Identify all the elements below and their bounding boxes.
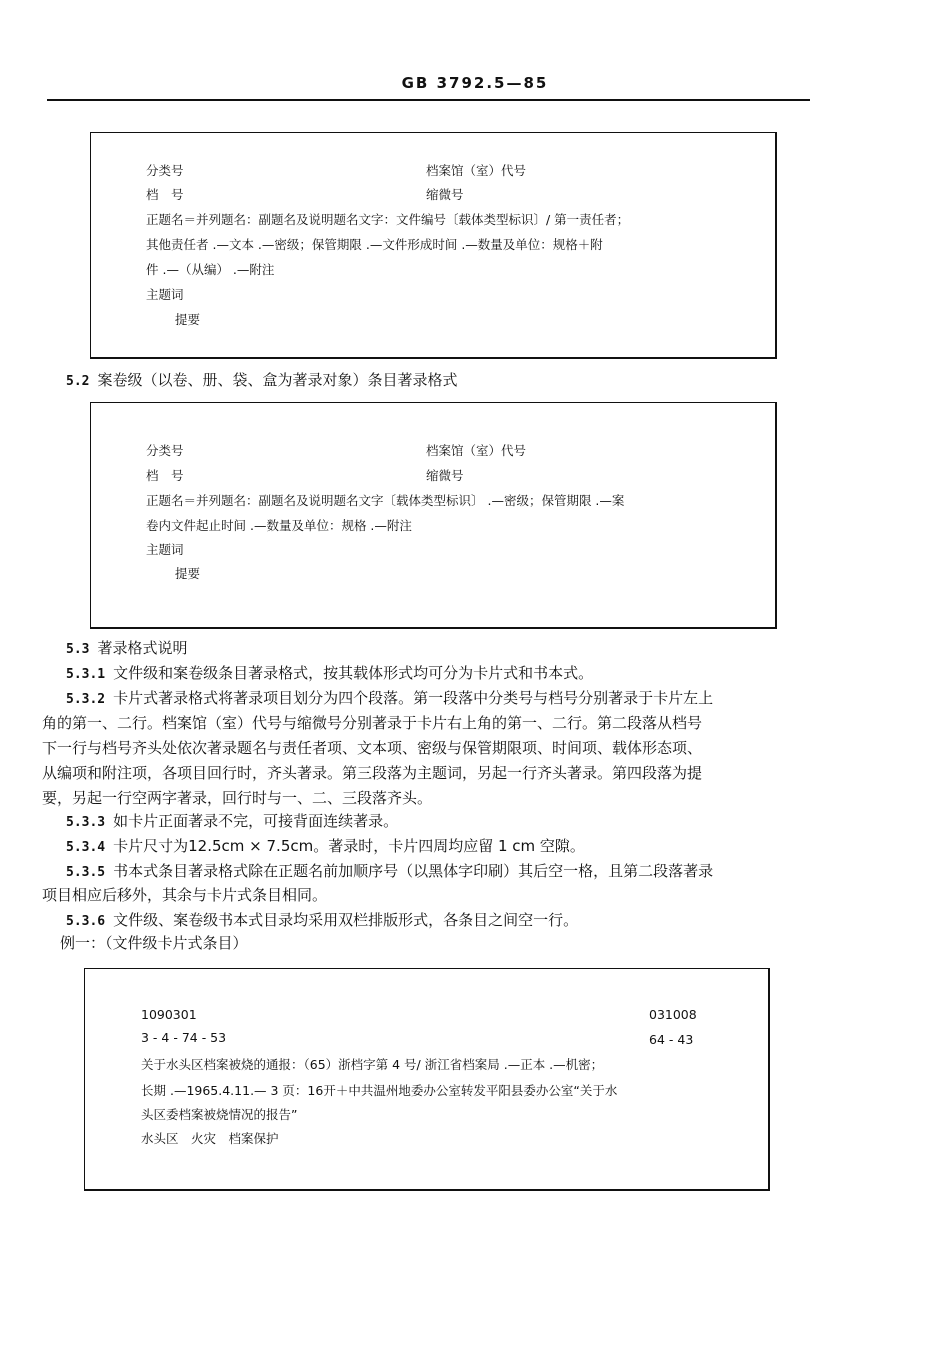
file-number-label: 档 号 <box>146 468 184 483</box>
example-label: 例一：（文件级卡片式条目） <box>60 934 248 952</box>
clause-text: 文件级、案卷级书本式目录均采用双栏排版形式，各条目之间空一行。 <box>113 911 579 929</box>
microfilm-number-label: 缩微号 <box>426 468 464 483</box>
clause-number: 5.3.1 <box>66 667 106 682</box>
header-rule <box>47 99 810 101</box>
clause-5-3-1 <box>66 662 593 683</box>
section-number: 5.2 <box>66 374 90 389</box>
subject-terms-label: 主题词 <box>146 542 184 557</box>
section-number: 5.3 <box>66 642 90 657</box>
volume-level-format-card <box>90 402 777 629</box>
section-5-3-heading <box>66 637 188 658</box>
abstract-label: 提要 <box>175 566 201 581</box>
card-text-line: 关于水头区档案被烧的通报：（65）浙档字第 4 号/ 浙江省档案局 .—正本 .—机密； <box>141 1057 604 1072</box>
card-text-line: 长期 .—1965.4.11.— 3 页：16开＋中共温州地委办公室转发平阳县委办公室“关于水 <box>141 1083 618 1098</box>
clause-number: 5.3.2 <box>66 692 106 707</box>
clause-text: 从编项和附注项，各项目回行时，齐头著录。第三段落为主题词，另起一行齐头著录。第四段落为提 <box>42 764 703 782</box>
standard-code-header: GB 3792.5—85 <box>401 74 549 92</box>
card-text-line: 正题名＝并列题名：副题名及说明题名文字：文件编号〔载体类型标识〕/ 第一责任者； <box>146 212 630 227</box>
card-text-line: 正题名＝并列题名：副题名及说明题名文字〔载体类型标识〕 .—密级；保管期限 .—案 <box>146 493 625 508</box>
section-title: 著录格式说明 <box>97 639 188 657</box>
card-text-line: 头区委档案被烧情况的报告” <box>141 1107 298 1122</box>
card-text-line: 其他责任者 .—文本 .—密级；保管期限 .—文件形成时间 .—数量及单位：规格＋附 <box>146 237 603 252</box>
card-text-line: 件 .—（从编） .—附注 <box>146 262 275 277</box>
microfilm-number-value: 64 - 43 <box>649 1032 694 1047</box>
clause-number: 5.3.5 <box>66 865 106 880</box>
clause-text: 文件级和案卷级条目著录格式，按其载体形式均可分为卡片式和书本式。 <box>113 664 594 682</box>
clause-text: 如卡片正面著录不完，可接背面连续著录。 <box>113 812 399 830</box>
archive-code-value: 031008 <box>649 1007 697 1022</box>
example-card <box>84 968 770 1191</box>
clause-5-3-2 <box>66 687 713 708</box>
clause-text: 书本式条目著录格式除在正题名前加顺序号（以黑体字印刷）其后空一格，且第二段落著录 <box>113 862 714 880</box>
subject-terms-value: 水头区 火灾 档案保护 <box>141 1131 279 1146</box>
file-number-value: 3 - 4 - 74 - 53 <box>141 1030 227 1045</box>
clause-number: 5.3.3 <box>66 815 106 830</box>
clause-text: 卡片式著录格式将著录项目划分为四个段落。第一段落中分类号与档号分别著录于卡片左上 <box>113 689 714 707</box>
section-5-2-heading <box>66 369 458 390</box>
clause-number: 5.3.4 <box>66 840 106 855</box>
clause-text: 项目相应后移外，其余与卡片式条目相同。 <box>42 886 328 904</box>
microfilm-number-label: 缩微号 <box>426 187 464 202</box>
clause-text: 角的第一、二行。档案馆（室）代号与缩微号分别著录于卡片右上角的第一、二行。第二段落从档号 <box>42 714 703 732</box>
class-number-value: 1090301 <box>141 1007 197 1022</box>
clause-text: 卡片尺寸为12.5cm × 7.5cm。著录时，卡片四周均应留 1 cm 空隙。 <box>113 837 585 855</box>
archive-code-label: 档案馆（室）代号 <box>426 443 527 458</box>
section-title: 案卷级（以卷、册、袋、盒为著录对象）条目著录格式 <box>97 371 458 389</box>
archive-code-label: 档案馆（室）代号 <box>426 163 527 178</box>
clause-number: 5.3.6 <box>66 914 106 929</box>
clause-text: 下一行与档号齐头处依次著录题名与责任者项、文本项、密级与保管期限项、时间项、载体形态项、 <box>42 739 703 757</box>
card-text-line: 卷内文件起止时间 .—数量及单位：规格 .—附注 <box>146 518 412 533</box>
clause-5-3-4 <box>66 835 585 856</box>
file-level-format-card <box>90 132 777 359</box>
clause-text: 要，另起一行空两字著录，回行时与一、二、三段落齐头。 <box>42 789 433 807</box>
clause-5-3-3 <box>66 810 398 831</box>
abstract-label: 提要 <box>175 312 201 327</box>
clause-5-3-5 <box>66 860 713 881</box>
class-number-label: 分类号 <box>146 163 184 178</box>
class-number-label: 分类号 <box>146 443 184 458</box>
subject-terms-label: 主题词 <box>146 287 184 302</box>
file-number-label: 档 号 <box>146 187 184 202</box>
clause-5-3-6 <box>66 909 578 930</box>
